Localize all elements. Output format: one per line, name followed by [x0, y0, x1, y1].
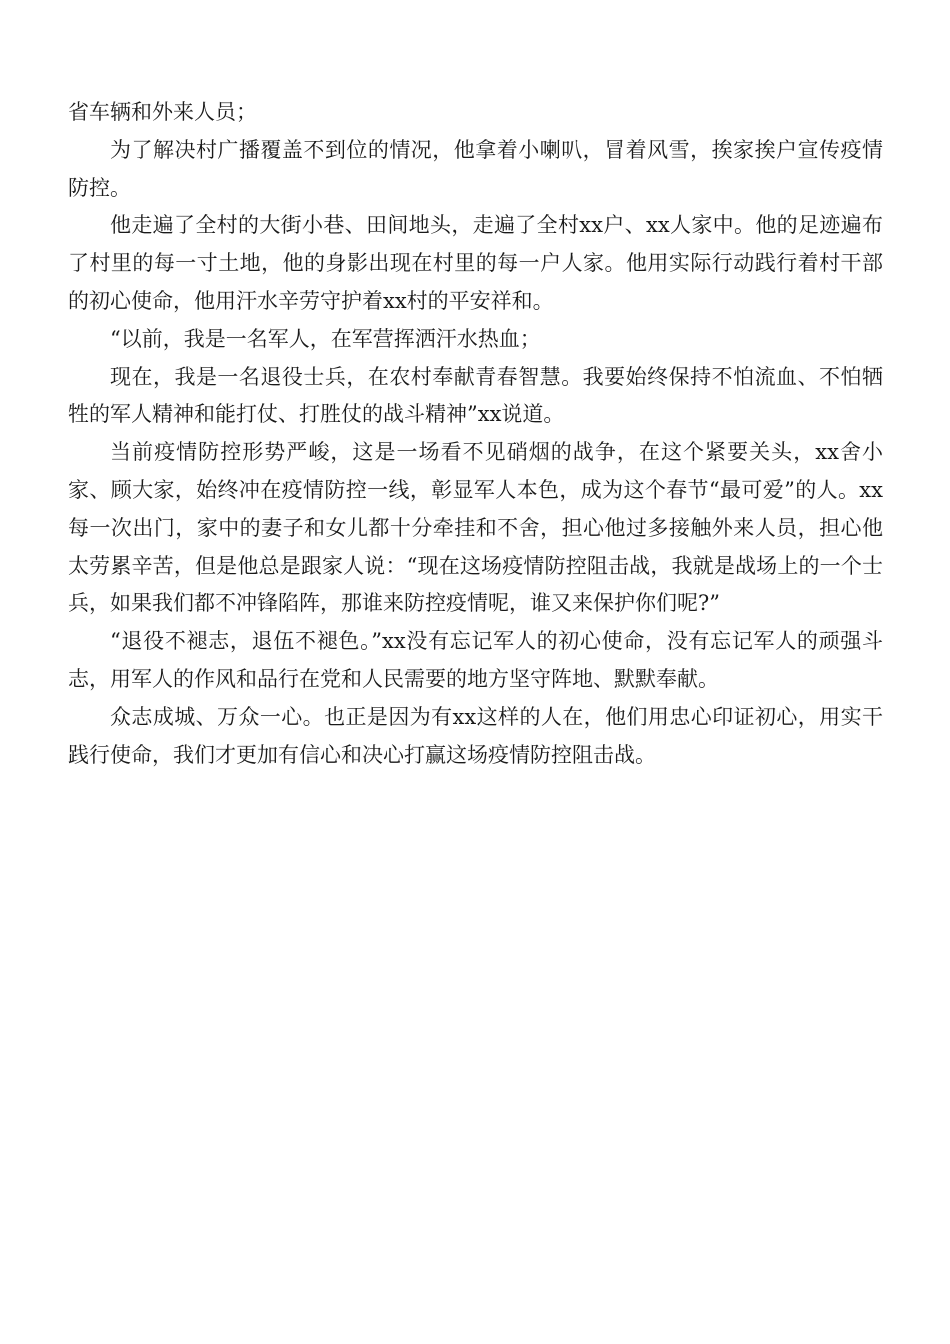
document-body: [68, 94, 883, 774]
paragraph-2: 为了解决村广播覆盖不到位的情况，他拿着小喇叭，冒着风雪，挨家挨户宣传疫情防控。: [68, 137, 883, 200]
paragraph-5: 现在，我是一名退役士兵，在农村奉献青春智慧。我要始终保持不怕流血、不怕牺牲的军人精神和能打仗、打胜仗的战斗精神”xx说道。: [68, 364, 883, 427]
paragraph-4: “以前，我是一名军人，在军营挥洒汗水热血；: [110, 326, 541, 351]
paragraph-6: 当前疫情防控形势严峻，这是一场看不见硝烟的战争，在这个紧要关头，xx舍小家、顾大家，始终冲在疫情防控一线，彰显军人本色，成为这个春节“最可爱”的人。xx每一次出门，家中的妻子和女儿都十分牵挂和不舍，担心他过多接触外来人员，担心他太劳累辛苦，但是他总是跟家人说：“现在这场疫情防控阻击战，我就是战场上的一个士兵，如果我们都不冲锋陷阵，那谁来防控疫情呢，谁又来保护你们呢?”: [68, 440, 883, 616]
paragraph-1: 省车辆和外来人员；: [68, 100, 257, 124]
paragraph-8: 众志成城、万众一心。也正是因为有xx这样的人在，他们用忠心印证初心，用实干践行使命，我们才更加有信心和决心打赢这场疫情防控阻击战。: [68, 704, 883, 767]
paragraph-7: “退役不褪志，退伍不褪色。”xx没有忘记军人的初心使命，没有忘记军人的顽强斗志，用军人的作风和品行在党和人民需要的地方坚守阵地、默默奉献。: [68, 629, 883, 691]
paragraph-3: 他走遍了全村的大街小巷、田间地头，走遍了全村xx户、xx人家中。他的足迹遍布了村里的每一寸土地，他的身影出现在村里的每一户人家。他用实际行动践行着村干部的初心使命，他用汗水辛劳守护着xx村的平安祥和。: [68, 213, 883, 313]
